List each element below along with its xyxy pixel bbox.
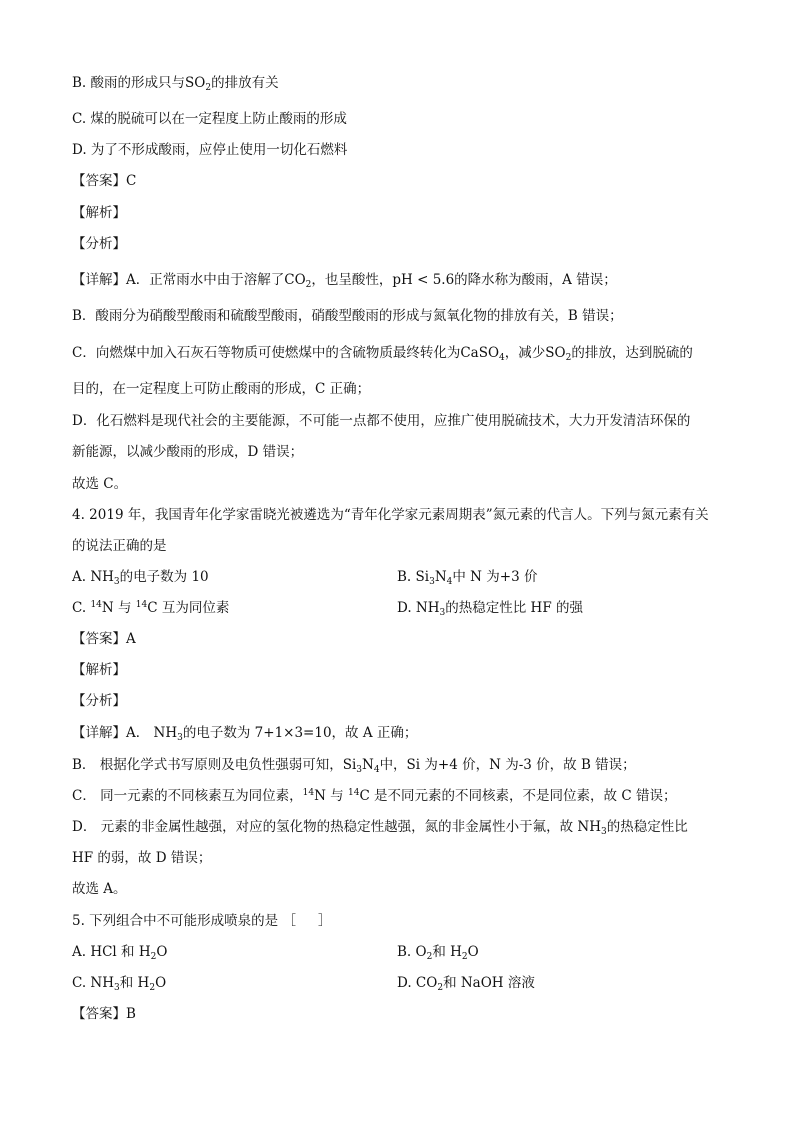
answer-q5: 【答案】B [72, 1006, 136, 1022]
option-b-q4: B. $Si_3N_4$中 N 为+3 价 [397, 569, 538, 587]
option-d-q3: D. 为了不形成酸雨，应停止使用一切化石燃料 [72, 142, 348, 158]
option-b-q5: B. $O_2$和 $H_2O$ [397, 944, 479, 962]
analysis-heading-q3: 【解析】 [72, 205, 126, 221]
question-4-cont: 的说法正确的是 [72, 538, 167, 554]
detail-d-q4-cont: HF 的弱，故 D 错误； [72, 850, 212, 866]
detail-d-q3-cont: 新能源，以减少酸雨的形成，D 错误； [72, 444, 304, 460]
option-a-q5: A. HCl 和 $H_2O$ [72, 944, 168, 962]
option-a-q4: A. $NH_3$的电子数为 10 [72, 569, 209, 587]
detail-c-q3-cont: 目的，在一定程度上可防止酸雨的形成，C 正确； [72, 381, 371, 397]
question-5: 5. 下列组合中不可能形成喷泉的是 ［ ］ [72, 913, 332, 929]
detail-b-q3: B．酸雨分为硝酸型酸雨和硫酸型酸雨，硝酸型酸雨的形成与氮氧化物的排放有关，B 错误； [72, 308, 623, 324]
option-c-q4: C. $^{14}$N 与 $^{14}$C 互为同位素 [72, 600, 230, 616]
option-c-q3: C. 煤的脱硫可以在一定程度上防止酸雨的形成 [72, 111, 347, 127]
option-d-q4: D. $NH_3$的热稳定性比 HF 的强 [397, 600, 583, 618]
detail-a-q3: 【详解】A．正常雨水中由于溶解了$CO_2$，也呈酸性，pH < 5.6的降水称为酸雨，A 错误； [72, 272, 617, 290]
choice-q4: 故选 A。 [72, 881, 127, 897]
answer-q3: 【答案】C [72, 173, 137, 189]
detail-c-q4: C． 同一元素的不同核素互为同位素，$^{14}$N 与 $^{14}$C 是不同元素的不同核素，不是同位素，故 C 错误； [72, 788, 677, 804]
fenxi-heading-q4: 【分析】 [72, 693, 126, 709]
option-b-q3: B. 酸雨的形成只与$SO_2$的排放有关 [72, 75, 279, 93]
choice-q3: 故选 C。 [72, 476, 128, 492]
detail-c-q3: C．向燃煤中加入石灰石等物质可使燃煤中的含硫物质最终转化为CaSO$_4$，减少$SO_2$的排放，达到脱硫的 [72, 345, 693, 363]
detail-d-q3: D．化石燃料是现代社会的主要能源，不可能一点都不使用，应推广使用脱硫技术，大力开发清洁环保的 [72, 413, 691, 429]
fenxi-heading-q3: 【分析】 [72, 236, 126, 252]
detail-b-q4: B． 根据化学式书写原则及电负性强弱可知，$Si_3N_4$中，Si 为+4 价，N 为-3 价，故 B 错误； [72, 757, 636, 775]
detail-a-q4: 【详解】A． $NH_3$的电子数为 7+1×3=10，故 A 正确； [72, 725, 418, 743]
question-4: 4. 2019 年，我国青年化学家雷晓光被遴选为“青年化学家元素周期表”氮元素的代言人。下列与氮元素有关 [72, 507, 709, 523]
analysis-heading-q4: 【解析】 [72, 662, 126, 678]
answer-q4: 【答案】A [72, 631, 136, 647]
detail-d-q4: D． 元素的非金属性越强，对应的氢化物的热稳定性越强，氮的非金属性小于氟，故 $NH_3$的热稳定性比 [72, 819, 688, 837]
option-c-q5: C. $NH_3$和 $H_2O$ [72, 975, 167, 993]
option-d-q5: D. $CO_2$和 NaOH 溶液 [397, 975, 535, 993]
